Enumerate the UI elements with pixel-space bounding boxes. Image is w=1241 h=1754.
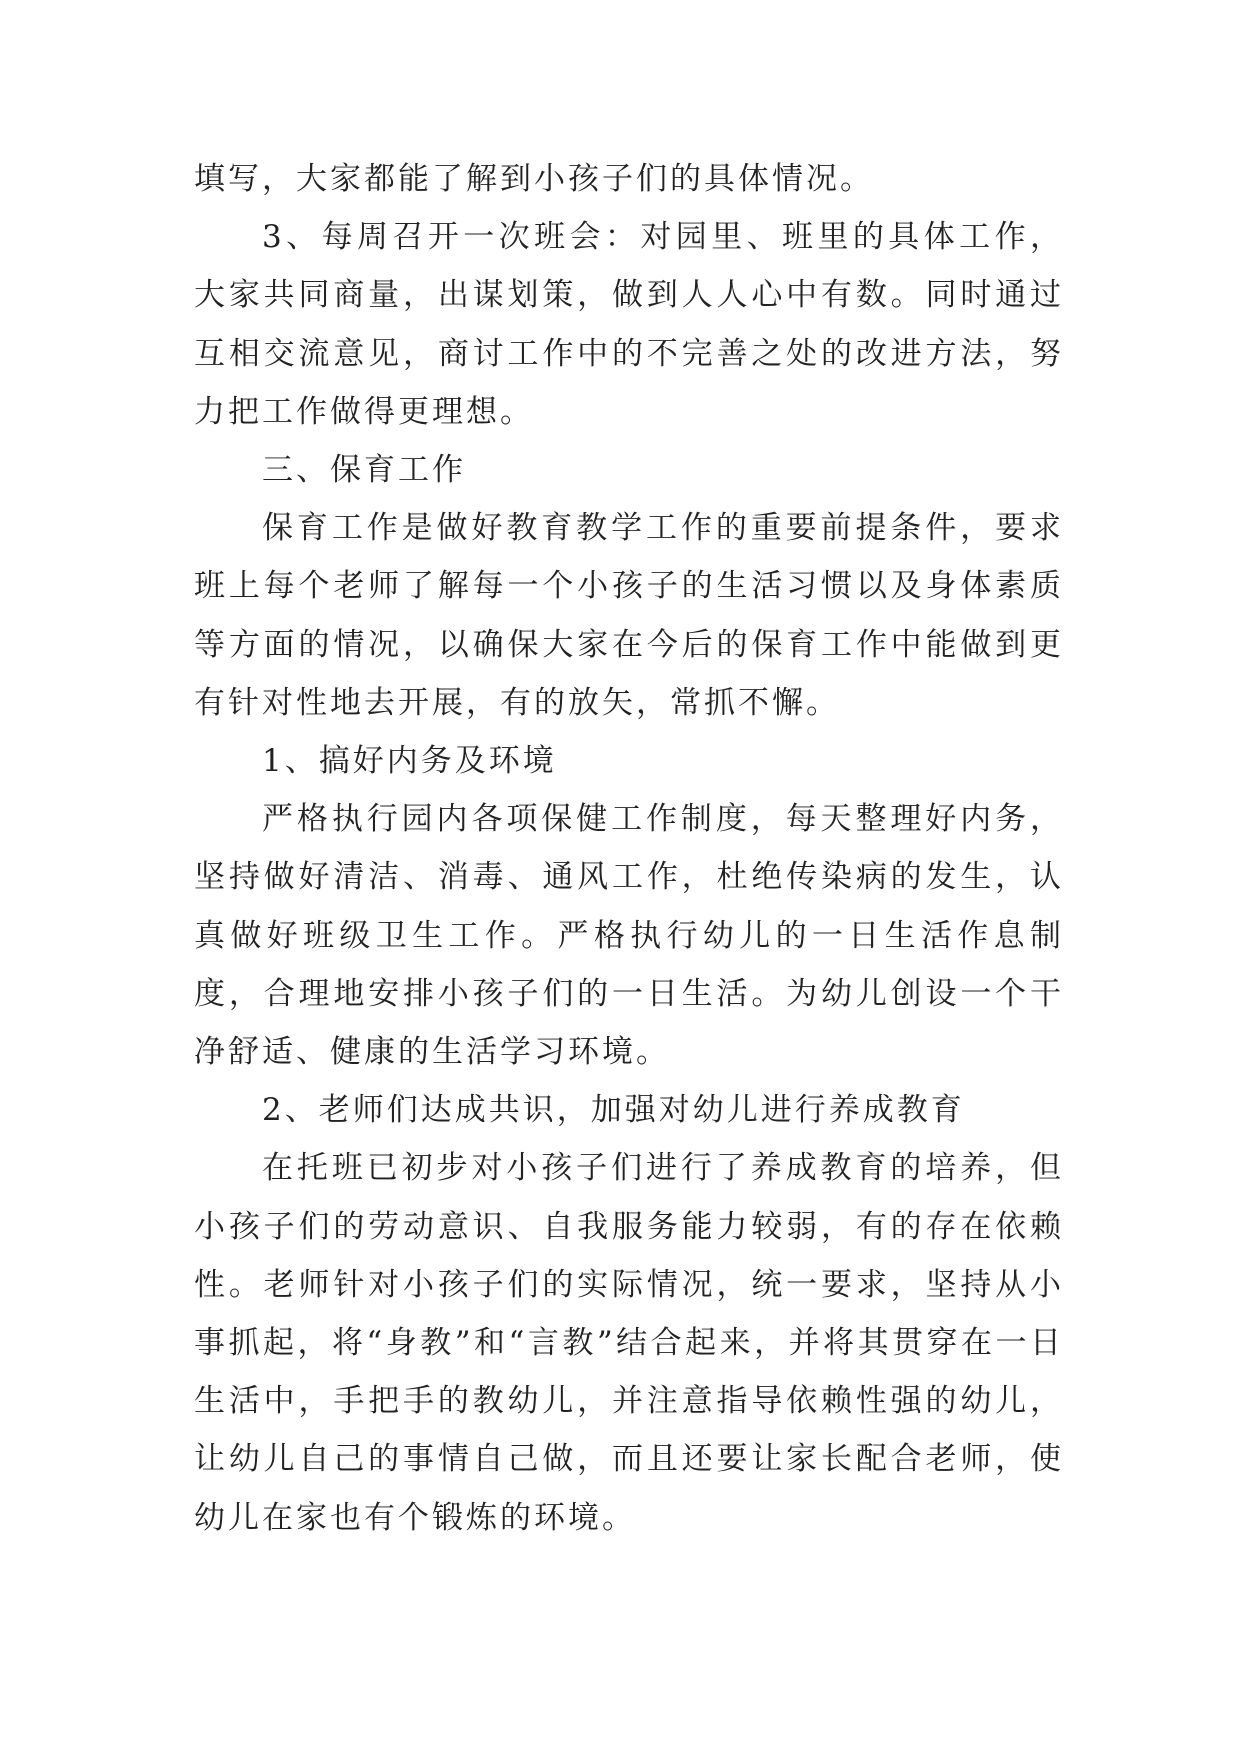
paragraph-housekeeping-details: 严格执行园内各项保健工作制度，每天整理好内务，坚持做好清洁、消毒、通风工作，杜绝传染病的发生，认真做好班级卫生工作。严格执行幼儿的一日生活作息制度，合理地安排小孩子们的一日生活。为幼儿创设一个干净舒适、健康的生活学习环境。 xyxy=(194,801,1064,1071)
subheading-habit-education: 2、老师们达成共识，加强对幼儿进行养成教育 xyxy=(262,1092,965,1129)
document-body xyxy=(194,150,1064,1547)
section-heading-childcare-work: 三、保育工作 xyxy=(262,452,466,489)
paragraph-habit-education-details: 在托班已初步对小孩子们进行了养成教育的培养，但小孩子们的劳动意识、自我服务能力较弱，有的存在依赖性。老师针对小孩子们的实际情况，统一要求，坚持从小事抓起，将“身教”和“言教”结合起来，并将其贯穿在一日生活中，手把手的教幼儿，并注意指导依赖性强的幼儿，让幼儿自己的事情自己做，而且还要让家长配合老师，使幼儿在家也有个锻炼的环境。 xyxy=(194,1150,1064,1536)
paragraph-childcare-overview: 保育工作是做好教育教学工作的重要前提条件，要求班上每个老师了解每一个小孩子的生活习惯以及身体素质等方面的情况，以确保大家在今后的保育工作中能做到更有针对性地去开展，有的放矢，常抓不懈。 xyxy=(194,510,1064,721)
paragraph-weekly-class-meeting: 3、每周召开一次班会：对园里、班里的具体工作，大家共同商量，出谋划策，做到人人心中有数。同时通过互相交流意见，商讨工作中的不完善之处的改进方法，努力把工作做得更理想。 xyxy=(194,219,1064,430)
paragraph-continuation: 填写，大家都能了解到小孩子们的具体情况。 xyxy=(194,161,874,197)
subheading-housekeeping-environment: 1、搞好内务及环境 xyxy=(262,743,557,780)
